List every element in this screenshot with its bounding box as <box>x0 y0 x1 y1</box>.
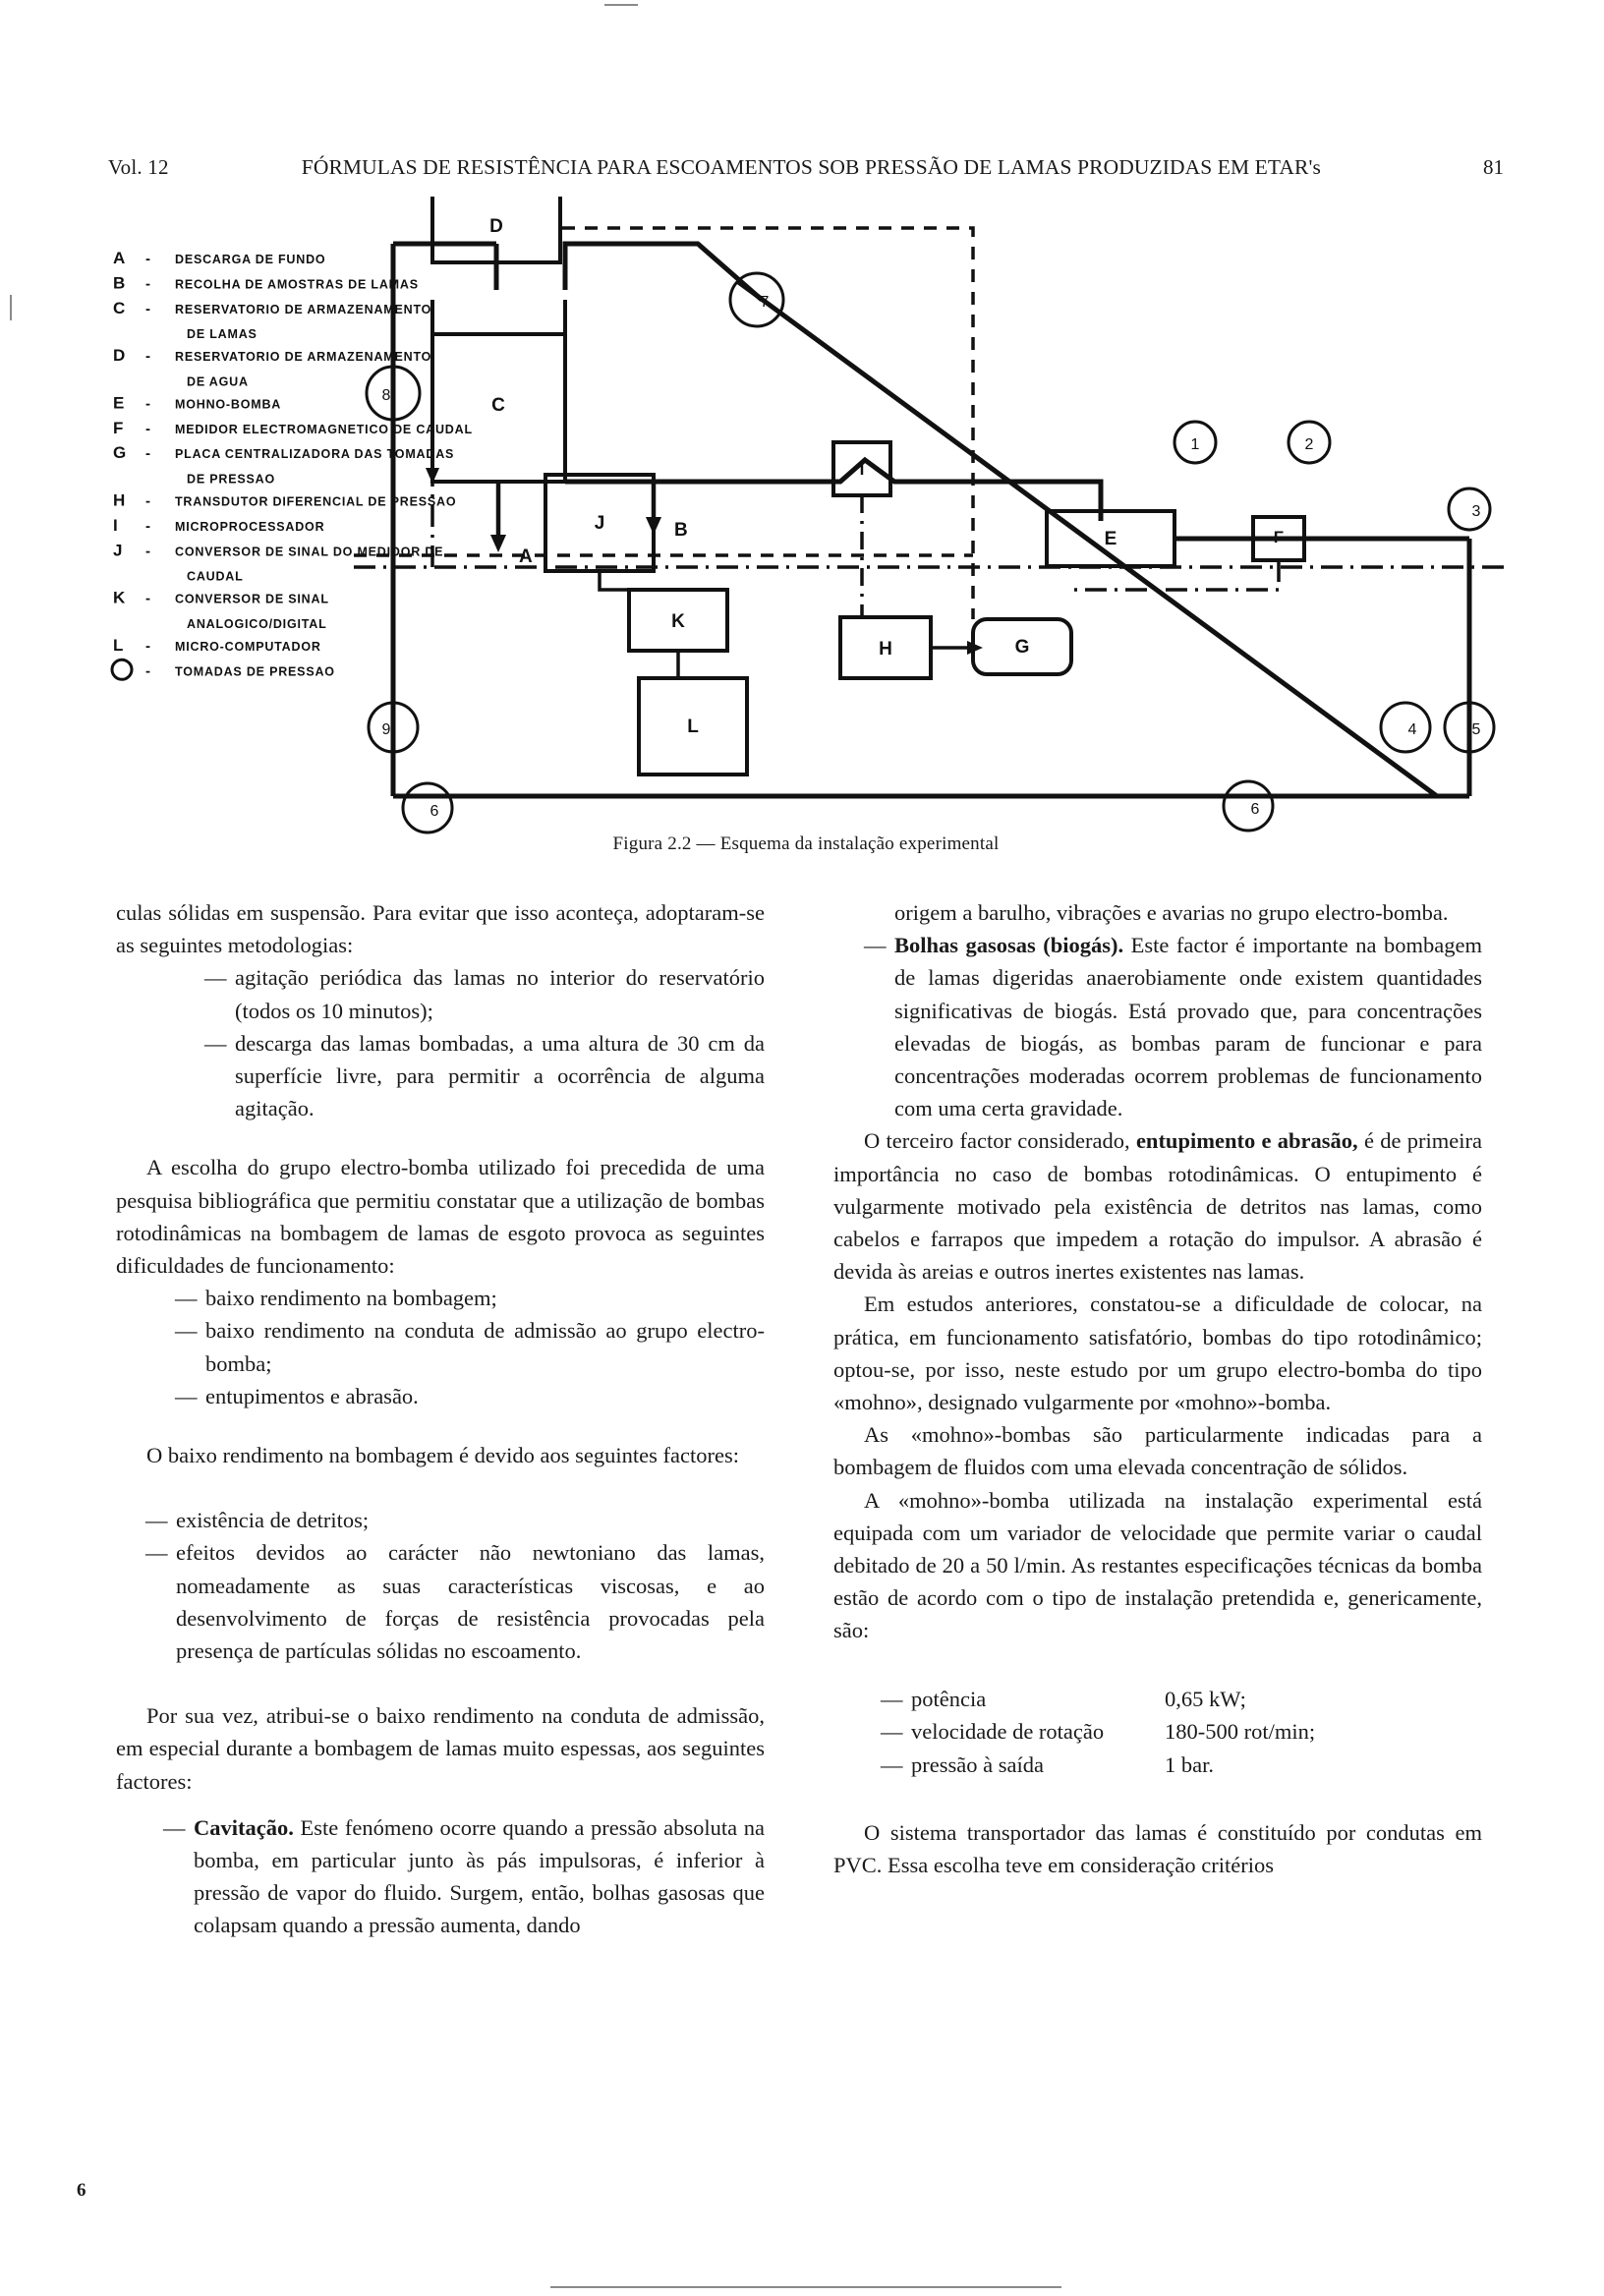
legend-key-b: B <box>113 273 126 293</box>
cavitation-list <box>163 1811 765 1942</box>
list-item <box>163 1811 765 1942</box>
list-dash: — <box>145 1540 168 1566</box>
figure-label-h: H <box>879 639 892 660</box>
link-j-to-k <box>600 571 629 590</box>
pressure-tap-circle-3 <box>1449 488 1490 530</box>
page-title: FÓRMULAS DE RESISTÊNCIA PARA ESCOAMENTOS SOB PRESSÃO DE LAMAS PRODUZIDAS EM ETAR's <box>301 155 1321 179</box>
legend-dash: - <box>145 395 150 413</box>
tap-number-6: 6 <box>1250 801 1260 818</box>
legend-key-i: I <box>113 515 118 535</box>
list-item <box>864 929 1482 1124</box>
tap-number-3: 3 <box>1471 503 1481 520</box>
tap-number-2: 2 <box>1304 436 1314 453</box>
difficulties-list <box>175 1282 765 1412</box>
list-dash: — <box>204 1030 227 1056</box>
list-item-text: baixo rendimento na conduta de admissão ao grupo electro-bomba; <box>205 1318 765 1376</box>
spec-row <box>881 1683 1482 1715</box>
legend-text: MEDIDOR ELECTROMAGNETICO DE CAUDAL <box>175 422 473 436</box>
list-dash: — <box>175 1318 198 1344</box>
footer-page-number: 6 <box>77 2180 86 2201</box>
list-dash: — <box>145 1508 168 1533</box>
legend-text: MICROPROCESSADOR <box>175 519 325 534</box>
installation-schematic-svg <box>108 197 1504 875</box>
legend-text: DE PRESSAO <box>187 472 275 487</box>
tap-number-4: 4 <box>1407 721 1417 738</box>
legend-dash: - <box>145 251 150 267</box>
spec-value: 1 bar. <box>1165 1751 1214 1777</box>
legend-dash: - <box>145 543 150 560</box>
paragraph-sistema-transportador: O sistema transportador das lamas é constituído por condutas em PVC. Essa escolha teve em consideração critérios <box>833 1820 1482 1878</box>
paragraph-por-sua-vez: Por sua vez, atribui-se o baixo rendimento na conduta de admissão, em especial durante a bombagem de lamas muito espessas, aos seguintes factores: <box>116 1703 765 1794</box>
list-item <box>175 1314 765 1379</box>
legend-text: MOHNO-BOMBA <box>175 397 282 412</box>
paragraph-estudos-anteriores: Em estudos anteriores, constatou-se a dificuldade de colocar, na prática, em funcionamento satisfatório, bombas do tipo rotodinâmico; optou-se, por isso, neste estudo por um grupo electro-bomba do tipo «mohno», designado vulgarmente por «mohno»-bomba. <box>833 1292 1482 1415</box>
figure-label-j: J <box>594 513 605 534</box>
cavitation-term: Cavitação. <box>194 1814 294 1840</box>
legend-text: TOMADAS DE PRESSAO <box>175 664 335 679</box>
legend-dash: - <box>145 420 150 437</box>
pressure-tap-circle-6b <box>1224 781 1273 831</box>
origem-block <box>864 896 1482 1124</box>
methodology-list <box>204 961 765 1124</box>
legend-dash: - <box>145 275 150 293</box>
paragraph-baixo-rendimento: O baixo rendimento na bombagem é devido aos seguintes factores: <box>146 1443 739 1468</box>
scan-mark-top <box>604 4 638 6</box>
list-item-text: descarga das lamas bombadas, a uma altura de 30 cm da superfície livre, para permitir a ocorrência de alguma agitação. <box>235 1030 765 1121</box>
biogas-text: Este factor é importante na bombagem de lamas digeridas anaerobiamente onde existem quantidades significativas de biogás. Está provado que, para concentrações elevadas de biogás, as bombas param de funcionar e para concentrações moderadas ocorrem problemas de funcionamento com uma certa gravidade. <box>894 933 1482 1121</box>
arrowhead-b <box>646 517 661 535</box>
dashed-line-d-to-g <box>562 228 973 619</box>
legend-key-k: K <box>113 588 126 607</box>
list-item-text: entupimentos e abrasão. <box>205 1383 419 1408</box>
figure-label-b: B <box>674 520 688 541</box>
legend-key-a: A <box>113 249 126 267</box>
paragraph-continuation: culas sólidas em suspensão. Para evitar que isso aconteça, adoptaram-se as seguintes metodologias: <box>116 900 765 958</box>
figure-label-a: A <box>519 546 533 567</box>
legend-pressure-tap-symbol <box>112 660 132 679</box>
tap-number-7: 7 <box>760 294 770 311</box>
legend-key-l: L <box>113 635 124 655</box>
terceiro-term: entupimento e abrasão, <box>1135 1128 1358 1154</box>
list-item-text: existência de detritos; <box>176 1508 370 1533</box>
list-dash: — <box>881 1687 903 1712</box>
list-item-text: baixo rendimento na bombagem; <box>205 1286 497 1311</box>
biogas-term: Bolhas gasosas (biogás). <box>894 933 1124 958</box>
legend-dash: - <box>145 637 150 655</box>
figure-label-i: I <box>859 460 865 479</box>
legend-key-h: H <box>113 490 126 510</box>
legend-text: CAUDAL <box>187 569 244 584</box>
list-item <box>204 961 765 1026</box>
list-item <box>175 1380 765 1412</box>
legend-dash: - <box>145 445 150 463</box>
left-text-column <box>116 896 765 1942</box>
spec-label: potência <box>911 1687 987 1712</box>
pressure-tap-circle-7 <box>730 273 783 326</box>
legend-key-d: D <box>113 346 126 366</box>
list-dash: — <box>175 1286 198 1311</box>
legend-text: RESERVATORIO DE ARMAZENAMENTO <box>175 302 432 316</box>
volume-label: Vol. 12 <box>108 155 169 179</box>
legend-dash: - <box>145 517 150 535</box>
spec-row <box>881 1715 1482 1748</box>
list-item-text: efeitos devidos ao carácter não newtoniano das lamas, nomeadamente as suas características viscosas, e ao desenvolvimento de forças de resistência provocadas pela presença de partículas sólidas no escoamento. <box>176 1540 765 1664</box>
legend-dash: - <box>145 348 150 366</box>
legend-text: MICRO-COMPUTADOR <box>175 639 321 654</box>
tap-number-6-left: 6 <box>430 803 439 820</box>
legend-text: ANALOGICO/DIGITAL <box>187 617 327 631</box>
tap-number-9: 9 <box>381 721 391 738</box>
arrowhead-a <box>490 535 506 552</box>
spec-value: 0,65 kW; <box>1165 1687 1246 1712</box>
running-head <box>108 155 1504 189</box>
list-dash: — <box>881 1751 903 1777</box>
legend-dash: - <box>145 492 150 510</box>
list-dash: — <box>163 1814 186 1840</box>
list-dash: — <box>881 1719 903 1745</box>
pressure-tap-circle-6 <box>403 783 452 832</box>
scan-mark-left <box>10 295 12 320</box>
terceiro-post: é de primeira importância no caso de bombas rotodinâmicas. O entupimento é vulgarmente motivado pela existência de detritos nas lamas, como cabelos e farrapos que impedem a rotação do impulsor. A abrasão é devida às areias e outros inertes existentes nas lamas. <box>833 1128 1483 1285</box>
figure-label-g: G <box>1014 637 1030 658</box>
cavitation-text: Este fenómeno ocorre quando a pressão absoluta na bomba, em particular junto às pás impulsoras, é inferior à pressão de vapor do fluido. Surgem, então, bolhas gasosas que colapsam quando a pressão aumenta, dando <box>194 1814 765 1938</box>
figure-label-d: D <box>489 216 503 237</box>
list-dash: — <box>204 965 227 991</box>
factors-list <box>145 1504 765 1667</box>
legend-dash: - <box>145 662 150 680</box>
page-number: 81 <box>1483 155 1504 179</box>
legend-text: DE LAMAS <box>187 327 258 342</box>
right-text-column <box>833 896 1482 1882</box>
tap-number-5: 5 <box>1471 721 1481 738</box>
figure-2-2 <box>108 197 1504 875</box>
list-dash: — <box>175 1383 198 1408</box>
list-dash: — <box>864 933 887 958</box>
list-item-text: agitação periódica das lamas no interior do reservatório (todos os 10 minutos); <box>235 965 765 1023</box>
paragraph-origem: origem a barulho, vibrações e avarias no grupo electro-bomba. <box>894 900 1449 925</box>
paragraph-terceiro-factor <box>833 1124 1482 1288</box>
figure-label-c: C <box>491 395 505 416</box>
legend-text: DESCARGA DE FUNDO <box>175 253 326 266</box>
paragraph-mohno-bombas: As «mohno»-bombas são particularmente indicadas para a bombagem de fluidos com uma elevada concentração de sólidos. <box>833 1422 1482 1480</box>
legend-key-f: F <box>113 418 124 437</box>
legend-dash: - <box>145 590 150 607</box>
figure-label-l: L <box>687 717 699 737</box>
legend-text: RESERVATORIO DE ARMAZENAMENTO <box>175 350 432 365</box>
spec-value: 180-500 rot/min; <box>1165 1719 1316 1745</box>
legend-dash: - <box>145 300 150 317</box>
figure-label-f: F <box>1273 528 1285 546</box>
legend-key-e: E <box>113 393 125 413</box>
legend-text: RECOLHA DE AMOSTRAS DE LAMAS <box>175 277 419 292</box>
figure-label-k: K <box>671 611 685 632</box>
list-item <box>204 1027 765 1125</box>
legend-key-g: G <box>113 443 127 463</box>
pressure-tap-circle-4 <box>1381 703 1430 752</box>
spec-row <box>881 1749 1482 1781</box>
figure-label-e: E <box>1104 529 1117 549</box>
legend-text: CONVERSOR DE SINAL DO MEDIDOR DE <box>175 545 444 559</box>
list-item <box>145 1504 765 1536</box>
list-item <box>175 1282 765 1314</box>
list-item-continuation <box>864 896 1482 929</box>
tap-number-8: 8 <box>381 387 391 404</box>
pump-specs-list <box>881 1683 1482 1781</box>
list-item <box>145 1536 765 1667</box>
figure-caption: Figura 2.2 — Esquema da instalação experimental <box>612 833 1000 854</box>
terceiro-pre: O terceiro factor considerado, <box>864 1128 1136 1154</box>
spec-label: pressão à saída <box>911 1751 1044 1777</box>
figure-legend <box>112 249 473 679</box>
legend-key-j: J <box>113 541 123 560</box>
legend-text: PLACA CENTRALIZADORA DAS TOMADAS <box>175 447 455 462</box>
scan-mark-bottom <box>550 2286 1061 2288</box>
paragraph-escolha: A escolha do grupo electro-bomba utilizado foi precedida de uma pesquisa bibliográfica que permitiu constatar que a utilização de bombas rotodinâmicas na bombagem de lamas de esgoto provoca as seguintes dificuldades de funcionamento: <box>116 1155 765 1279</box>
legend-text: DE AGUA <box>187 374 249 389</box>
legend-key-c: C <box>113 298 126 317</box>
legend-text: CONVERSOR DE SINAL <box>175 592 329 606</box>
spec-label: velocidade de rotação <box>911 1719 1105 1745</box>
legend-text: TRANSDUTOR DIFERENCIAL DE PRESSAO <box>175 494 457 509</box>
paragraph-instalacao-experimental: A «mohno»-bomba utilizada na instalação experimental está equipada com um variador de velocidade que permite variar o caudal debitado de 20 a 50 l/min. As restantes especificações técnicas da bomba estão de acordo com o tipo de instalação pretendida e, genericamente, são: <box>833 1487 1482 1643</box>
tap-number-1: 1 <box>1190 436 1200 453</box>
